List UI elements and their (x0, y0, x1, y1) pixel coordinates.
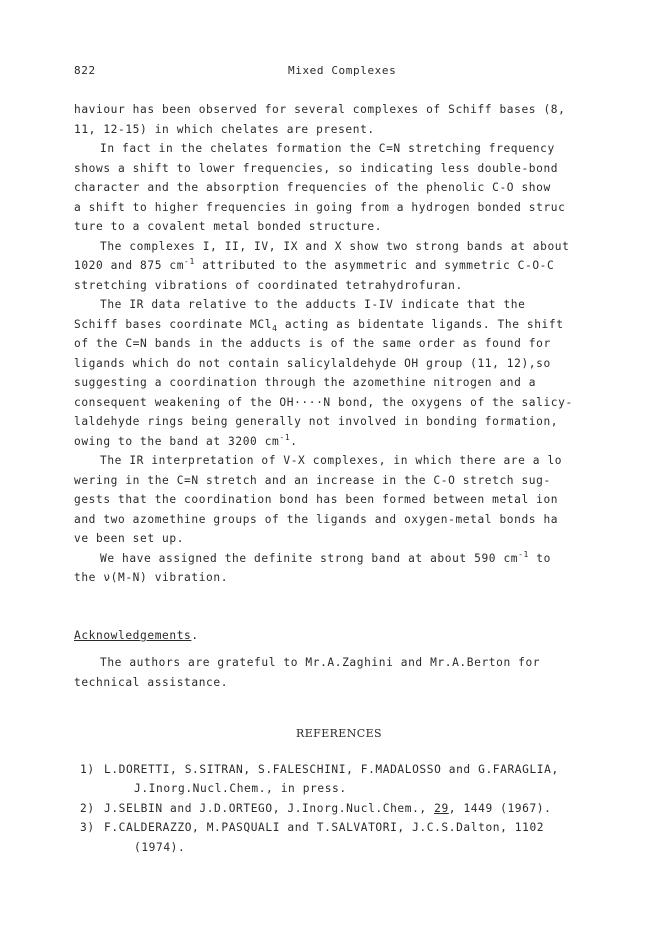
reference-text: J.Inorg.Nucl.Chem., in press. (134, 782, 347, 795)
text-line: gests that the coordination bond has been formed between metal ion (74, 493, 559, 506)
reference-continuation (74, 838, 604, 858)
text-line: The authors are grateful to Mr.A.Zaghini and Mr.A.Berton for (100, 656, 541, 669)
text-line: haviour has been observed for several complexes of Schiff bases (8, (74, 103, 566, 116)
text-line: ve been set up. (74, 532, 185, 545)
text-line: consequent weakening of the OH····N bond, the oxygens of the salicy- (74, 395, 573, 409)
text-line (74, 432, 604, 452)
text-line: In fact in the chelates formation the C=N stretching frequency (100, 142, 555, 155)
text-line (74, 256, 604, 276)
reference-volume: 29 (434, 801, 449, 815)
spacer (74, 692, 604, 724)
text-fragment: to (528, 551, 551, 565)
reference-text: J.SELBIN and J.D.ORTEGO, J.Inorg.Nucl.Chem., (104, 801, 435, 815)
text-fragment: attributed to the asymmetric and symmetric C-O-C (194, 259, 555, 272)
reference-text: , 1449 (1967). (448, 801, 552, 815)
spacer (74, 645, 604, 653)
reference-item (74, 760, 604, 780)
text-line: The complexes I, II, IV, IX and X show two strong bands at about (100, 239, 570, 253)
acknowledgements-heading-line (74, 626, 604, 646)
text-fragment: . (290, 434, 298, 448)
superscript: -1 (184, 257, 195, 266)
running-title: Mixed Complexes (288, 64, 397, 77)
text-line: laldehyde rings being generally not involved in bonding formation, (74, 415, 559, 428)
superscript: -1 (518, 549, 529, 559)
text-line: The IR data relative to the adducts I-IV indicate that the (100, 298, 526, 311)
text-fragment: Schiff bases coordinate MCl (74, 317, 273, 331)
reference-number: 2) (80, 801, 95, 815)
text-line: and two azomethine groups of the ligands and oxygen-metal bonds ha (74, 512, 559, 526)
text-line: a shift to higher frequencies in going from a hydrogen bonded struc (74, 200, 566, 214)
body-text (74, 100, 604, 857)
references-heading: REFERENCES (296, 727, 382, 740)
spacer (74, 744, 604, 760)
text-line (74, 549, 604, 569)
heading-punct: . (191, 628, 199, 642)
text-line: shows a shift to lower frequencies, so indicating less double-bond (74, 161, 559, 175)
text-line: stretching vibrations of coordinated tetrahydrofuran. (74, 278, 463, 292)
text-line: of the C=N bands in the adducts is of the same order as found for (74, 337, 551, 350)
superscript: -1 (279, 432, 291, 442)
reference-number: 3) (80, 821, 95, 834)
text-line: ture to a covalent metal bonded structure. (74, 220, 383, 233)
text-line (74, 315, 604, 335)
text-fragment: 1020 and 875 cm (74, 259, 185, 272)
text-line: 11, 12-15) in which chelates are present. (74, 122, 375, 136)
text-line: the ν(M-N) vibration. (74, 571, 229, 584)
text-fragment: acting as bidentate ligands. The shift (277, 317, 564, 331)
text-line: character and the absorption frequencies of the phenolic C-O show (74, 181, 551, 194)
text-line: The IR interpretation of V-X complexes, in which there are a lo (100, 454, 563, 467)
text-line: ligands which do not contain salicylaldehyde OH group (11, 12),so (74, 356, 551, 370)
reference-text: F.CALDERAZZO, M.PASQUALI and T.SALVATORI, J.C.S.Dalton, 1102 (104, 821, 545, 834)
spacer (74, 588, 604, 626)
acknowledgements-heading: Acknowledgements (74, 628, 192, 642)
reference-text: (1974). (134, 840, 186, 854)
reference-item (74, 799, 604, 819)
page-number: 822 (74, 64, 96, 77)
text-line: wering in the C=N stretch and an increase in the C-O stretch sug- (74, 473, 551, 487)
subscript: 4 (272, 323, 278, 333)
text-line: technical assistance. (74, 675, 229, 689)
reference-number: 1) (80, 762, 95, 776)
text-line: suggesting a coordination through the azomethine nitrogen and a (74, 376, 537, 389)
reference-item (74, 818, 604, 838)
reference-text: L.DORETTI, S.SITRAN, S.FALESCHINI, F.MADALOSSO and G.FARAGLIA, (104, 762, 559, 776)
text-fragment: We have assigned the definite strong band at about 590 cm (100, 551, 519, 565)
text-fragment: owing to the band at 3200 cm (74, 434, 280, 448)
reference-continuation (74, 779, 604, 799)
